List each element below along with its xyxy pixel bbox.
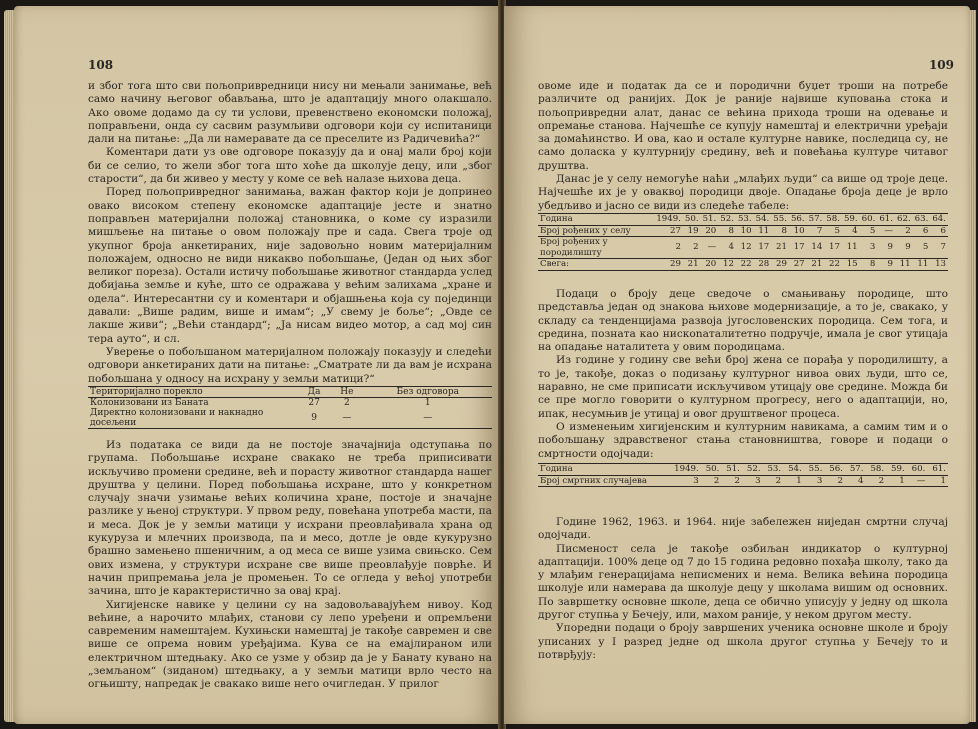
paragraph: Подаци о броју деце сведоче о смањивању породице, што представља један од знакова њихове модернизације, а то је, свакако, у складу са тенденцијама развоја југословенских породица. Сем тога, и средина, позната као нискоnаталитетно подручје, имала је свог утицаја на опадање наталитета у овим породицама.: [538, 288, 948, 354]
table-cell: 2: [837, 475, 843, 486]
table-cell: 10: [740, 225, 752, 236]
row-label: Свега:: [540, 259, 570, 269]
table-cell: 5: [834, 225, 840, 236]
table-cell: 2: [675, 242, 681, 253]
table-cell: 14: [811, 242, 823, 253]
table-cell: 3: [869, 242, 876, 253]
year-header: 59.: [891, 464, 905, 474]
year-header: 55.: [808, 464, 823, 474]
right-text-block-2: [538, 288, 948, 461]
table-cell: 2: [734, 475, 740, 486]
table-header: Без одговора: [396, 387, 459, 397]
year-header: 57.: [849, 464, 864, 474]
paragraph: Хигијенске навике у целини су на задовољавајућем нивоу. Код већине, а нарочито млађих, станови су лепо уређени и опремљени савременим намештајем. Кухињски намештај је такође савремен и све више се опрема новим уређајима. Кува се на емајлираном или електричном штедњаку. Ако се узме у обзир да је у Банату кувано на „земљаном“ (зиданом) штедњаку, а у земљи матици врло често на огњишту, напредак је свакако више него очигледан. У прилог: [88, 598, 492, 691]
page-number-right: 109: [928, 58, 954, 72]
table-row: [88, 398, 492, 409]
table-cell: 19: [687, 225, 699, 236]
table-cell: 5: [922, 242, 929, 253]
table-cell: 28: [758, 259, 770, 269]
table-cell: 6: [922, 225, 929, 236]
table-cell: 11: [758, 225, 770, 236]
table-cell: 7: [816, 225, 823, 236]
table-cell: 1: [796, 475, 802, 486]
table-row: [538, 225, 948, 237]
row-label: Број рођених у породилишту: [540, 237, 608, 258]
year-header: 56.: [790, 214, 805, 224]
table-cell: 2: [693, 242, 699, 253]
right-page: [504, 6, 970, 724]
table-cell: 27: [669, 225, 681, 236]
table-cell: 29: [776, 259, 787, 269]
table-cell: 10: [793, 225, 805, 236]
table-cell: 21: [687, 259, 699, 269]
paragraph: овоме иде и податак да се и породични буџет троши на потребе различите од ранијих. Док је раније највише куповања стока и пољопривредни алат, данас се већина прихода троши на одевање и опремање станова. Најчешће се купују намештај и електрични уређаји за домаћинство. И ова, као и остале културне навике, последица су, не само доласка у културнију средину, већ и повећања културе читавог друштва.: [538, 80, 948, 172]
table-cell: 5: [869, 225, 876, 236]
table-cell: 1: [940, 475, 946, 486]
paragraph: Из података се види да не постоје значајнија одступања по групама. Побољшање исхране свакако не треба приписивати искључиво промени средине, већ и порасту животног стандарда нашег друштва у целини. Поред побољшања исхране, што у конкретном случају значи узимање већих количина хране, постоје и значајне разлике у њеној структури. У првом реду, повећана употреба масти, па и меса. Док је у земљи матици у исхрани преовлађивала храна од кукуруза и млечних производа, па и месо, дотле је овде кукурузно брашно замењено пшеничним, а од меса се више узима свињско. Сем ових измена, у структури исхране све више преовлађује поврће. И начин припремања јела је промењен. То се огледа у већој употреби зачина, што је карактеристично за овај крај.: [88, 439, 492, 598]
left-text-block-1: [88, 80, 492, 386]
table-cell: 3: [816, 475, 823, 486]
table-cell: 7: [940, 242, 946, 253]
year-header: 51.: [702, 214, 717, 224]
table-cell: 9: [887, 259, 893, 269]
infant-mortality-table: [538, 463, 948, 487]
table-row: [538, 237, 948, 259]
left-page: [14, 6, 500, 724]
table-cell: 20: [705, 259, 717, 269]
table-header: Не: [340, 387, 354, 397]
table-cell: 1: [424, 398, 431, 408]
table-cell: Колонизовани из Баната: [90, 398, 209, 408]
year-header: 53.: [767, 464, 782, 474]
table-header: Година: [540, 214, 573, 224]
nutrition-table: [88, 386, 492, 429]
table-cell: 17: [758, 242, 770, 253]
paragraph: Упоредни подаци о броју завршених ученика основне школе и броју уписаних у I разред једне од школа другог ступња у Бечеју то и потврђују:: [538, 622, 948, 661]
year-header: 63.: [914, 214, 929, 224]
table-cell: 22: [829, 259, 840, 269]
table-cell: 4: [728, 242, 734, 253]
table-cell: 4: [858, 475, 864, 486]
table-header-row: [538, 214, 948, 226]
table-cell: 8: [728, 225, 734, 236]
year-header: 50.: [684, 214, 699, 224]
table-cell: 29: [669, 259, 681, 269]
table-cell: 12: [723, 259, 734, 269]
table-cell: Директно колонизовани и накнадно досељени: [90, 408, 264, 428]
table-cell: 27: [793, 259, 805, 269]
row-label: Број смртних случајева: [540, 475, 648, 486]
page-number-left: 108: [88, 58, 114, 72]
paragraph: Поред пољопривредног занимања, важан фактор који је допринео овако високом степену економске адаптације јесте и знатно поправљен материјални положај становника, о коме су изразили мишљење на питање о овом положају пре и сада. Свега троје од укупног броја анкетираних, није задовољно новим материјалним положајем, односно не види никакво побољшање, (Један од њих због великог пореза). Остали истичу побољшање животног стандарда услед добијања земље и куће, што се одражава у већим залихама „хране и одела“. Интересантни су и коментари и објашњења која су појединци давали: „Више радим, више и имам“; „У свему је боље“; „Овде се лакше живи“; „Већи стандард“; „Ја нисам видео мотор, а сад мој син тера ауто“, и сл.: [88, 186, 492, 345]
table-cell: 1: [899, 475, 905, 486]
table-cell: 27: [308, 398, 320, 408]
year-header: 64.: [932, 214, 946, 224]
right-text-block-3: [538, 516, 948, 662]
year-header: 60.: [911, 464, 926, 474]
year-header: 50.: [705, 464, 720, 474]
table-cell: 3: [693, 475, 699, 486]
paragraph: Писменост села је такође озбиљан индикатор о културној адаптацији. 100% деце од 7 до 15 година редовно похађа школу, тако да у млађим генерацијама неписмених и нема. Велика већина породица школује или намерава да школује децу у школама вишим од основних. По завршетку основне школе, деца се обично уписују у једну од школа другог ступња у Бечеју, или, махом раније, у неком другом месту.: [538, 542, 948, 622]
table-cell: 17: [829, 242, 840, 253]
table-cell: —: [884, 225, 893, 236]
table-header: Територијално порекло: [90, 387, 203, 397]
table-cell: 6: [940, 225, 946, 236]
paragraph: Уверење о побољшаном материјалном положају показују и следећи одговори анкетираних дати на питање: „Сматрате ли да вам је исхрана побољшана у односу на исхрану у земљи матици?“: [88, 345, 492, 385]
table-cell: 9: [311, 413, 317, 423]
births-table: [538, 213, 948, 271]
table-cell: 17: [793, 242, 805, 253]
table-header-row: [88, 387, 492, 398]
table-cell: 12: [740, 242, 752, 253]
year-header: 53.: [737, 214, 752, 224]
table-cell: 11: [917, 259, 929, 269]
table-cell: 2: [878, 475, 885, 486]
right-text-block-1: [538, 80, 948, 213]
year-header: 61.: [879, 214, 893, 224]
table-cell: 22: [740, 259, 752, 269]
year-header: 57.: [808, 214, 823, 224]
paragraph: Године 1962, 1963. и 1964. није забележен ниједан смртни случај одојчади.: [538, 516, 948, 542]
table-cell: 11: [899, 259, 911, 269]
table-cell: 9: [887, 242, 893, 253]
paragraph: Из године у годину све већи број жена се порађа у породилишту, а то је, такође, доказ о подизању културног нивоа ових људи, што се, наравно, не сме приписати искључивом утицају ове средине. Можда би се пре могло говорити о културном прогресу, него о адаптацији, но, ипак, несумњив је утицај и овог друштвеног процеса.: [538, 354, 948, 420]
table-cell: 8: [869, 259, 876, 269]
table-cell: —: [342, 413, 352, 423]
table-cell: 11: [846, 242, 858, 253]
year-header: 1949.: [674, 464, 699, 474]
year-header: 1949.: [656, 214, 681, 224]
row-label: Број рођених у селу: [540, 225, 631, 236]
table-header: Да: [307, 387, 321, 397]
year-header: 55.: [773, 214, 787, 224]
table-row: [538, 259, 948, 271]
table-cell: —: [916, 475, 926, 486]
paragraph: и због тога што сви пољопривредници нису ни мењали занимање, већ само начину његовог обављања, што је адаптацију много олакшало. Ако овоме додамо да су ти услови, превенствено економски положај, поправљени, онда су сасвим разумљиви одговори који су испитаници дали на питање: „Да ли намеравате да се преселите из Радичевића?“: [88, 80, 492, 146]
paragraph: Коментари дати уз ове одговоре показују да и онај мали број који би се селио, то жели због тога што хоће да школује децу, или „због старости“, да би живео у месту у коме се већ налазе њихова деца.: [88, 146, 492, 186]
table-cell: 8: [781, 225, 787, 236]
table-cell: 4: [852, 225, 858, 236]
year-header: 59.: [843, 214, 858, 224]
table-cell: 9: [905, 242, 911, 253]
table-row: [538, 475, 948, 487]
year-header: 51.: [726, 464, 740, 474]
year-header: 52.: [720, 214, 734, 224]
year-header: 56.: [829, 464, 843, 474]
table-cell: —: [707, 242, 717, 253]
paragraph: О изменењим хигијенским и културним навикама, а самим тим и о побољшању здравственог стања становништва, говоре и подаци о смртности одојчади:: [538, 420, 948, 460]
table-cell: 2: [713, 475, 720, 486]
year-header: 58.: [870, 464, 885, 474]
table-cell: —: [423, 413, 433, 423]
table-row: [88, 408, 492, 429]
table-cell: 2: [905, 225, 911, 236]
table-header: Година: [540, 464, 573, 474]
table-header-row: [538, 464, 948, 476]
table-cell: 15: [846, 259, 858, 269]
table-cell: 2: [775, 475, 782, 486]
table-cell: 3: [755, 475, 761, 486]
table-cell: 21: [776, 242, 787, 253]
paragraph: Данас је у селу немогуће наћи „млађих људи“ са више од троје деце. Најчешће их је у оваквој породици двоје. Опадање броја деце је врло убедљиво и јасно се види из следеће табеле:: [538, 173, 948, 212]
table-cell: 13: [935, 259, 946, 269]
year-header: 62.: [896, 214, 911, 224]
year-header: 54.: [788, 464, 802, 474]
year-header: 58.: [826, 214, 840, 224]
year-header: 60.: [861, 214, 876, 224]
table-cell: 20: [705, 225, 717, 236]
table-cell: 2: [344, 398, 350, 408]
left-text-block-2: [88, 439, 492, 692]
year-header: 61.: [932, 464, 946, 474]
table-cell: 21: [811, 259, 823, 269]
year-header: 52.: [746, 464, 761, 474]
year-header: 54.: [755, 214, 770, 224]
